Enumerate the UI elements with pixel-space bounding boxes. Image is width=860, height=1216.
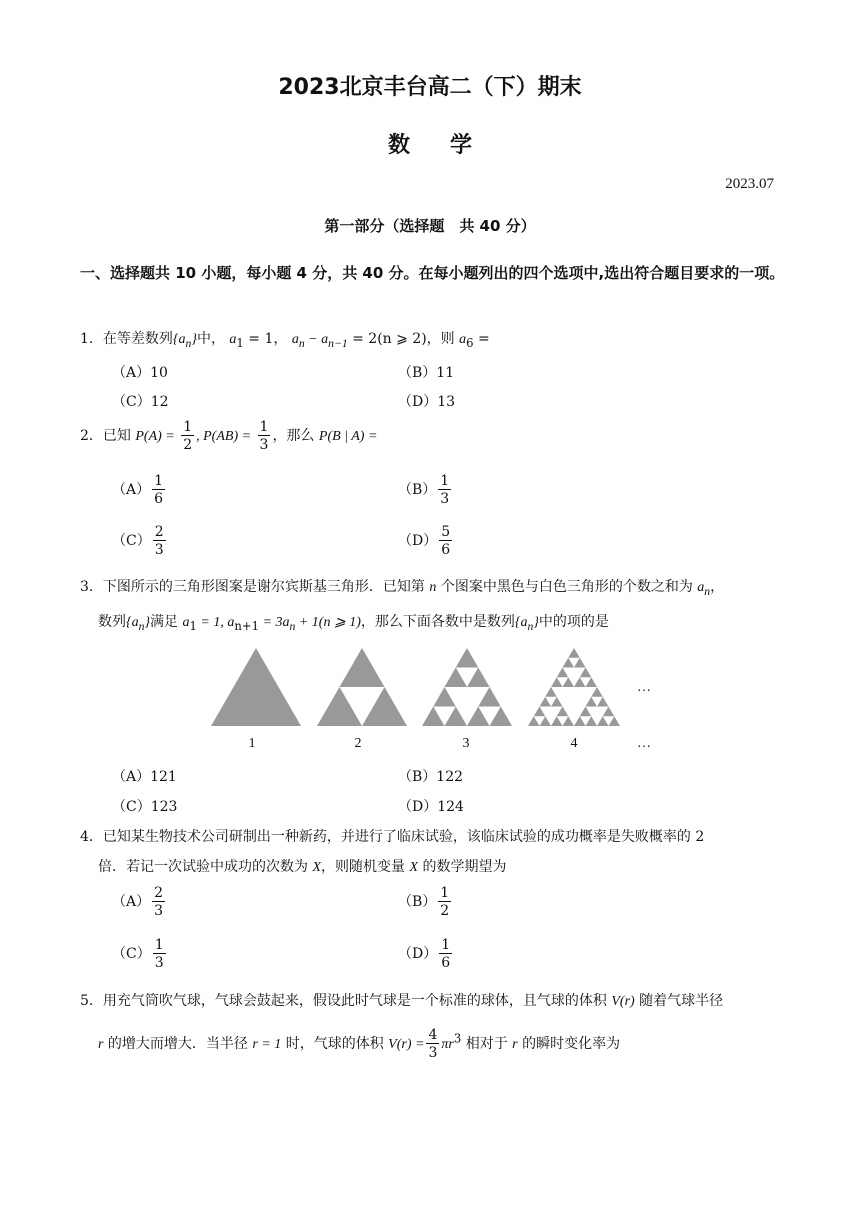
section-instructions: 一、选择题共 10 小题，每小题 4 分，共 40 分。在每小题列出的四个选项中,选出符合题目要求的一项。 bbox=[80, 264, 785, 282]
fraction: $\frac{1}{3}$ bbox=[259, 419, 269, 453]
q2-option-d[interactable]: （D） $\frac{5}{6}$ bbox=[398, 524, 451, 558]
q2-option-a[interactable]: （A） $\frac{1}{6}$ bbox=[112, 473, 164, 507]
sierpinski-triangle-4 bbox=[551, 677, 563, 687]
q1-option-b[interactable]: （B）11 bbox=[398, 365, 455, 381]
q3-option-b[interactable]: （B）122 bbox=[398, 769, 464, 785]
sierpinski-triangle-4 bbox=[574, 658, 586, 668]
sierpinski-triangle-3 bbox=[422, 707, 445, 727]
sierpinski-triangle-4 bbox=[597, 716, 609, 726]
page-title: 2023北京丰台高二（下）期末 bbox=[278, 75, 582, 100]
q2-option-b[interactable]: （B） $\frac{1}{3}$ bbox=[398, 473, 450, 507]
sierpinski-triangle-4 bbox=[551, 697, 563, 707]
question-number: 3． bbox=[80, 579, 103, 595]
sierpinski-triangle-4 bbox=[563, 677, 575, 687]
q3-option-d[interactable]: （D）124 bbox=[398, 799, 464, 815]
sierpinski-triangle-4 bbox=[580, 707, 592, 717]
question-1: 1．在等差数列$\{a_n\}$中， $a_1 = 1$， $a_n - a_{n-1} = 2(n$ ⩾ 2)，则 $a_6$ = bbox=[80, 331, 490, 350]
q3-option-c[interactable]: （C）123 bbox=[112, 799, 178, 815]
sierpinski-triangle-3 bbox=[478, 687, 501, 707]
sierpinski-triangle-4 bbox=[545, 687, 557, 697]
sierpinski-triangle-4 bbox=[568, 648, 580, 658]
figure-label-ellipsis: … bbox=[637, 736, 651, 751]
sierpinski-triangle-3 bbox=[490, 707, 513, 727]
sierpinski-triangle-4 bbox=[586, 677, 598, 687]
question-3-line-2: 数列$\{a_n\}$满足 $a_1 = 1$, $a_{n+1} = 3a_n + 1(n$ ⩾ 1)，那么下面各数中是数列$\{a_n\}$中的项的是 bbox=[98, 614, 609, 633]
question-number: 5． bbox=[80, 993, 103, 1009]
q1-option-d[interactable]: （D）13 bbox=[398, 394, 456, 410]
question-number: 1． bbox=[80, 331, 103, 347]
question-5-line-1: 5．用充气筒吹气球，气球会鼓起来，假设此时气球是一个标准的球体，且气球的体积 V(r) 随着气球半径 bbox=[80, 993, 724, 1009]
sierpinski-triangle-1 bbox=[211, 648, 301, 726]
sierpinski-triangle-4 bbox=[586, 697, 598, 707]
sierpinski-triangle-4 bbox=[586, 716, 598, 726]
sierpinski-triangle-4 bbox=[557, 707, 569, 717]
sierpinski-triangle-4 bbox=[563, 716, 575, 726]
q3-option-a[interactable]: （A）121 bbox=[112, 769, 177, 785]
subject-title: 数学 bbox=[387, 133, 512, 158]
sierpinski-triangle-4 bbox=[574, 677, 586, 687]
sierpinski-triangle-3 bbox=[433, 687, 456, 707]
sierpinski-triangle-4 bbox=[528, 716, 540, 726]
q4-option-a[interactable]: （A） $\frac{2}{3}$ bbox=[112, 885, 164, 919]
sierpinski-triangle-4 bbox=[551, 716, 563, 726]
q4-option-d[interactable]: （D） $\frac{1}{6}$ bbox=[398, 937, 451, 971]
figure-label-4: 4 bbox=[570, 736, 578, 751]
sierpinski-triangle-4 bbox=[540, 716, 552, 726]
question-number: 4． bbox=[80, 829, 103, 845]
q4-option-b[interactable]: （B） $\frac{1}{2}$ bbox=[398, 885, 450, 919]
question-number: 2． bbox=[80, 428, 103, 444]
part-heading: 第一部分（选择题 共 40 分） bbox=[324, 217, 536, 235]
figure-label-2: 2 bbox=[354, 736, 362, 751]
figure-ellipsis: … bbox=[637, 680, 651, 695]
sierpinski-triangle-3 bbox=[456, 648, 479, 668]
sierpinski-triangle-4 bbox=[580, 668, 592, 678]
q4-option-c[interactable]: （C） $\frac{1}{3}$ bbox=[112, 937, 164, 971]
sierpinski-triangle-4 bbox=[597, 697, 609, 707]
sierpinski-triangle-4 bbox=[557, 668, 569, 678]
question-4-line-1: 4．已知某生物技术公司研制出一种新药，并进行了临床试验，该临床试验的成功概率是失败概率的 2 bbox=[80, 829, 705, 845]
sierpinski-triangle-2 bbox=[340, 648, 385, 687]
sierpinski-triangle-4 bbox=[591, 687, 603, 697]
q2-option-c[interactable]: （C） $\frac{2}{3}$ bbox=[112, 524, 164, 558]
exam-date: 2023.07 bbox=[725, 176, 774, 192]
sierpinski-triangle-4 bbox=[603, 707, 615, 717]
question-2: 2．已知 P(A) = $\frac{1}{2}$ , P(AB) = $\frac{1}{3}$ ，那么 P(B | A) = bbox=[80, 419, 378, 453]
q1-option-a[interactable]: （A）10 bbox=[112, 365, 168, 381]
sierpinski-triangle-2 bbox=[362, 687, 407, 726]
sierpinski-triangle-2 bbox=[317, 687, 362, 726]
sierpinski-triangle-3 bbox=[445, 668, 468, 688]
sierpinski-triangle-4 bbox=[563, 658, 575, 668]
sierpinski-triangle-4 bbox=[540, 697, 552, 707]
sierpinski-triangle-3 bbox=[467, 668, 490, 688]
sierpinski-triangle-4 bbox=[609, 716, 621, 726]
sierpinski-triangle-4 bbox=[534, 707, 546, 717]
figure-label-1: 1 bbox=[248, 736, 256, 751]
sierpinski-triangle-3 bbox=[445, 707, 468, 727]
question-4-line-2: 倍．若记一次试验中成功的次数为 X，则随机变量 X 的数学期望为 bbox=[98, 859, 507, 875]
q1-option-c[interactable]: （C）12 bbox=[112, 394, 169, 410]
question-5-line-2: r 的增大而增大．当半径 r = 1 时，气球的体积 V(r) = $\frac{4}{3}$ $\pi r^3$ 相对于 r 的瞬时变化率为 bbox=[98, 1027, 621, 1061]
figure-label-3: 3 bbox=[462, 736, 470, 751]
question-3-line-1: 3．下图所示的三角形图案是谢尔宾斯基三角形．已知第 n 个图案中黑色与白色三角形的个数之和为 $a_n$， bbox=[80, 579, 725, 598]
sierpinski-triangle-4 bbox=[574, 716, 586, 726]
sierpinski-triangle-3 bbox=[467, 707, 490, 727]
fraction: $\frac{1}{2}$ bbox=[183, 419, 193, 453]
